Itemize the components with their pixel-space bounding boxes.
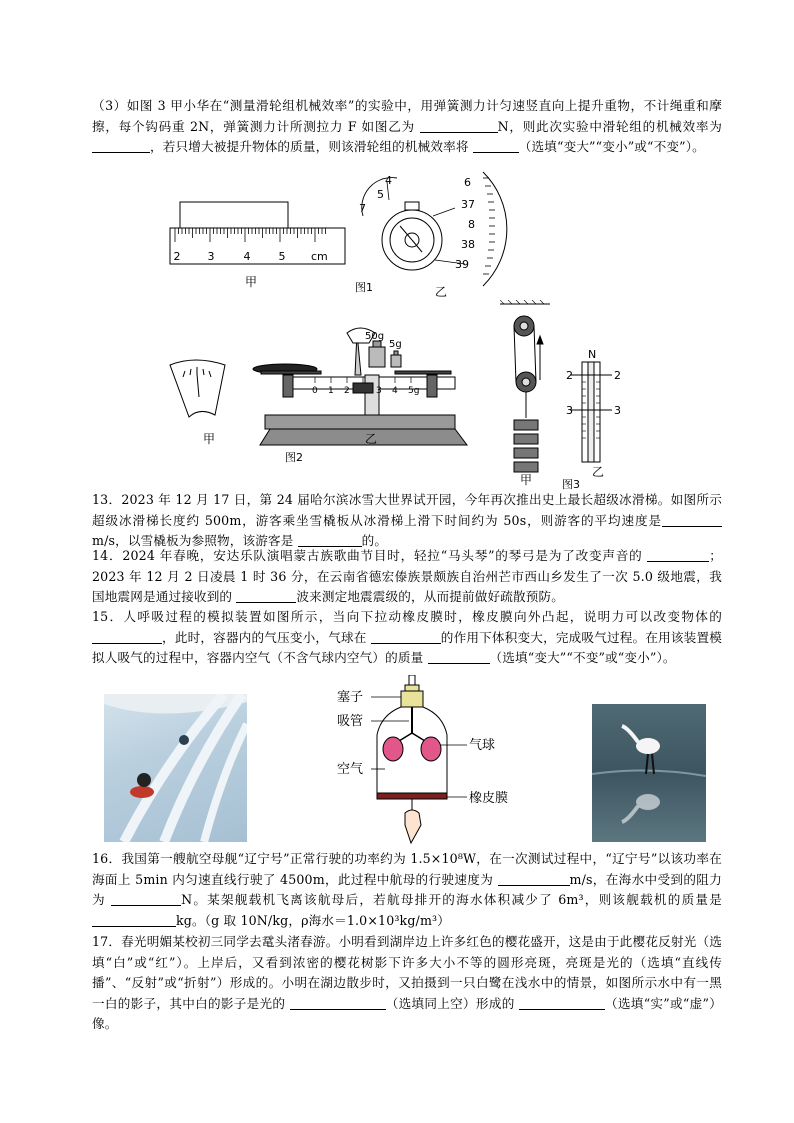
balance-dial <box>170 360 225 417</box>
answer-blank[interactable] <box>647 548 709 562</box>
scale-num-2: 2 <box>344 386 350 396</box>
answer-blank[interactable] <box>519 996 605 1010</box>
spring-mark-2-right: 2 <box>614 369 621 382</box>
egret-photo <box>592 704 706 842</box>
ruler-label-3: 3 <box>207 250 215 263</box>
q15-text-4: （选填“变大”“不变”或“变小”）。 <box>489 650 676 665</box>
watch-num-4: 4 <box>385 174 392 187</box>
watch-num-6: 6 <box>464 176 471 189</box>
q13-text-1: 13．2023 年 12 月 17 日，第 24 届哈尔滨冰雪大世界试开园，今年再次推出史上最长超级冰滑梯。如图所示超级冰滑梯长度约 500m，游客乘坐雪橇板从冰滑梯上滑下时间约为 50s，则游客的平均速度是 <box>92 492 722 528</box>
q12-text-1: （3）如图 3 甲小华在“测量滑轮组机械效率”的实验中，用弹簧测力计匀速竖直向上提升重物，不计绳重和摩擦，每个钩码重 2N，弹簧测力计所测拉力 F 如图乙为 <box>92 98 722 134</box>
question-13 <box>92 490 722 552</box>
answer-blank[interactable] <box>428 650 490 664</box>
q13-text-2: m/s，以雪橇板为参照物，该游客是 <box>92 533 298 548</box>
question-16 <box>92 849 722 931</box>
answer-blank[interactable] <box>92 913 176 927</box>
stopwatch-dial-ticks <box>483 178 495 274</box>
spring-scale <box>570 362 612 462</box>
watch-num-5: 5 <box>377 188 384 201</box>
q14-text-1: 14．2024 年春晚，安达乐队演唱蒙古族歌曲节目时，轻拉“马头琴”的琴弓是为了改变声音的 <box>92 548 648 563</box>
breathing-model-figure <box>335 675 535 845</box>
watch-num-37: 37 <box>461 198 475 211</box>
label-balloon: 气球 <box>469 738 496 753</box>
q16-text-2: m/s，在海水中受到的阻力为 <box>92 871 722 907</box>
answer-blank[interactable] <box>662 513 722 527</box>
figure-1-label-yi: 乙 <box>435 285 448 298</box>
spring-mark-3-right: 3 <box>614 404 621 417</box>
answer-blank[interactable] <box>498 872 570 886</box>
scale-num-0: 0 <box>312 386 318 396</box>
q17-text-3: （选填“实”或“虚”）像。 <box>92 995 723 1031</box>
answer-blank[interactable] <box>236 589 296 603</box>
scale-num-1: 1 <box>328 386 334 396</box>
spring-scale-unit: N <box>588 348 597 361</box>
scale-num-4: 4 <box>392 386 398 396</box>
figure-2-caption: 图2 <box>285 451 303 464</box>
figure-3-label-yi: 乙 <box>592 465 605 479</box>
q14-text-2: ；2023 年 12 月 2 日凌晨 1 时 36 分，在云南省德宏傣族景颇族自治州芒市西山乡发生了一次 5.0 级地震，我国地震网是通过接收到的 <box>92 548 722 604</box>
q17-text-2: （选填同上空）形成的 <box>385 995 519 1011</box>
label-straw: 吸管 <box>337 714 364 729</box>
label-stopper: 塞子 <box>337 690 364 705</box>
figure-3-caption: 图3 <box>562 478 580 490</box>
label-air: 空气 <box>337 762 364 777</box>
q17-text-1: 17．春光明媚某校初三同学去鼋头渚春游。小明看到湖岸边上许多红色的樱花盛开，这是由于此樱花反射光（选填“白”或“红”）。上岸后，又看到浓密的樱花树影下许多大小不等的圆形亮斑，亮斑是光的（选填“直线传播”、“反射”或“折射”）形成的。小明在湖边散步时，又拍摄到一只白鹭在浅水中的情景，如图所示水中有一黑一白的影子，其中白的影子是光的 <box>92 934 722 1011</box>
bottle <box>371 675 467 843</box>
ruler-ticks <box>175 228 326 242</box>
q13-text-3: 的。 <box>361 533 388 548</box>
question-17 <box>92 932 722 1035</box>
ruler-label-cm: cm <box>311 250 328 263</box>
q16-text-3: N。某架舰载机飞离该航母后，若航母排开的海水体积减少了 6m³，则该舰载机的质量是 <box>181 892 722 907</box>
scale-num-5g: 5g <box>408 386 420 396</box>
spring-mark-3-left: 3 <box>566 404 573 417</box>
watch-num-8: 8 <box>468 218 475 231</box>
scale-num-3: 3 <box>376 386 382 396</box>
answer-blank[interactable] <box>371 630 441 644</box>
q16-text-4: kg。（g 取 10N/kg，ρ海水＝1.0×10³kg/m³） <box>176 912 450 928</box>
q15-text-1: 15．人呼吸过程的模拟装置如图所示，当向下拉动橡皮膜时，橡皮膜向外凸起，说明力可以改变物体的 <box>92 609 722 624</box>
figure-1-label-jia: 甲 <box>245 275 258 289</box>
ice-slide-photo <box>104 694 247 842</box>
q15-text-3: 的作用下体积变大，完成吸气过程。在用该装置模拟人吸气的过程中，容器内空气（不含气球内空气）的质量 <box>92 629 722 665</box>
weight-5g: 5g <box>389 339 402 350</box>
q12-text-3: ，若只增大被提升物体的质量，则该滑轮组的机械效率将 <box>150 139 473 154</box>
answer-blank[interactable] <box>111 892 181 906</box>
ruler-label-2: 2 <box>173 250 181 263</box>
watch-num-7: 7 <box>359 202 366 215</box>
figure-1 <box>165 168 510 298</box>
q14-text-3: 波来测定地震震级的，从而提前做好疏散预防。 <box>296 589 564 604</box>
balance-scale <box>253 328 467 445</box>
watch-num-39: 39 <box>455 258 469 271</box>
answer-blank[interactable] <box>473 139 519 153</box>
figure-1-caption: 图1 <box>355 281 373 294</box>
answer-blank[interactable] <box>92 630 162 644</box>
figure-3-label-jia: 甲 <box>520 473 533 487</box>
answer-blank[interactable] <box>420 119 498 133</box>
weight-50g: 50g <box>365 331 385 342</box>
answer-blank[interactable] <box>298 533 362 547</box>
question-12-part-3 <box>92 96 722 158</box>
figure-2-label-jia: 甲 <box>203 432 216 446</box>
ruler-label-5: 5 <box>278 250 286 263</box>
question-15 <box>92 607 722 669</box>
spring-mark-2-left: 2 <box>566 369 573 382</box>
answer-blank[interactable] <box>290 996 386 1010</box>
question-14 <box>92 546 722 608</box>
figure-2-label-yi: 乙 <box>365 432 378 446</box>
figure-2 <box>165 325 485 465</box>
q16-text-1: 16．我国第一艘航空母舰“辽宁号”正常行驶的功率约为 1.5×10⁸W，在一次测试过程中，“辽宁号”以该功率在海面上 5min 内匀速直线行驶了 4500m，此过程中航母的行驶速度为 <box>92 851 722 887</box>
measured-block <box>180 202 288 228</box>
pulley-system <box>500 300 550 472</box>
q15-text-2: ，此时，容器内的气压变小，气球在 <box>162 629 371 645</box>
figure-3 <box>500 300 640 490</box>
watch-num-38: 38 <box>461 238 475 251</box>
q12-text-4: （选填“变大”“变小”或“不变”）。 <box>518 139 705 154</box>
label-membrane: 橡皮膜 <box>469 791 509 806</box>
answer-blank[interactable] <box>92 139 150 153</box>
ruler-label-4: 4 <box>243 250 251 263</box>
q12-text-2: N，则此次实验中滑轮组的机械效率为 <box>497 118 723 134</box>
